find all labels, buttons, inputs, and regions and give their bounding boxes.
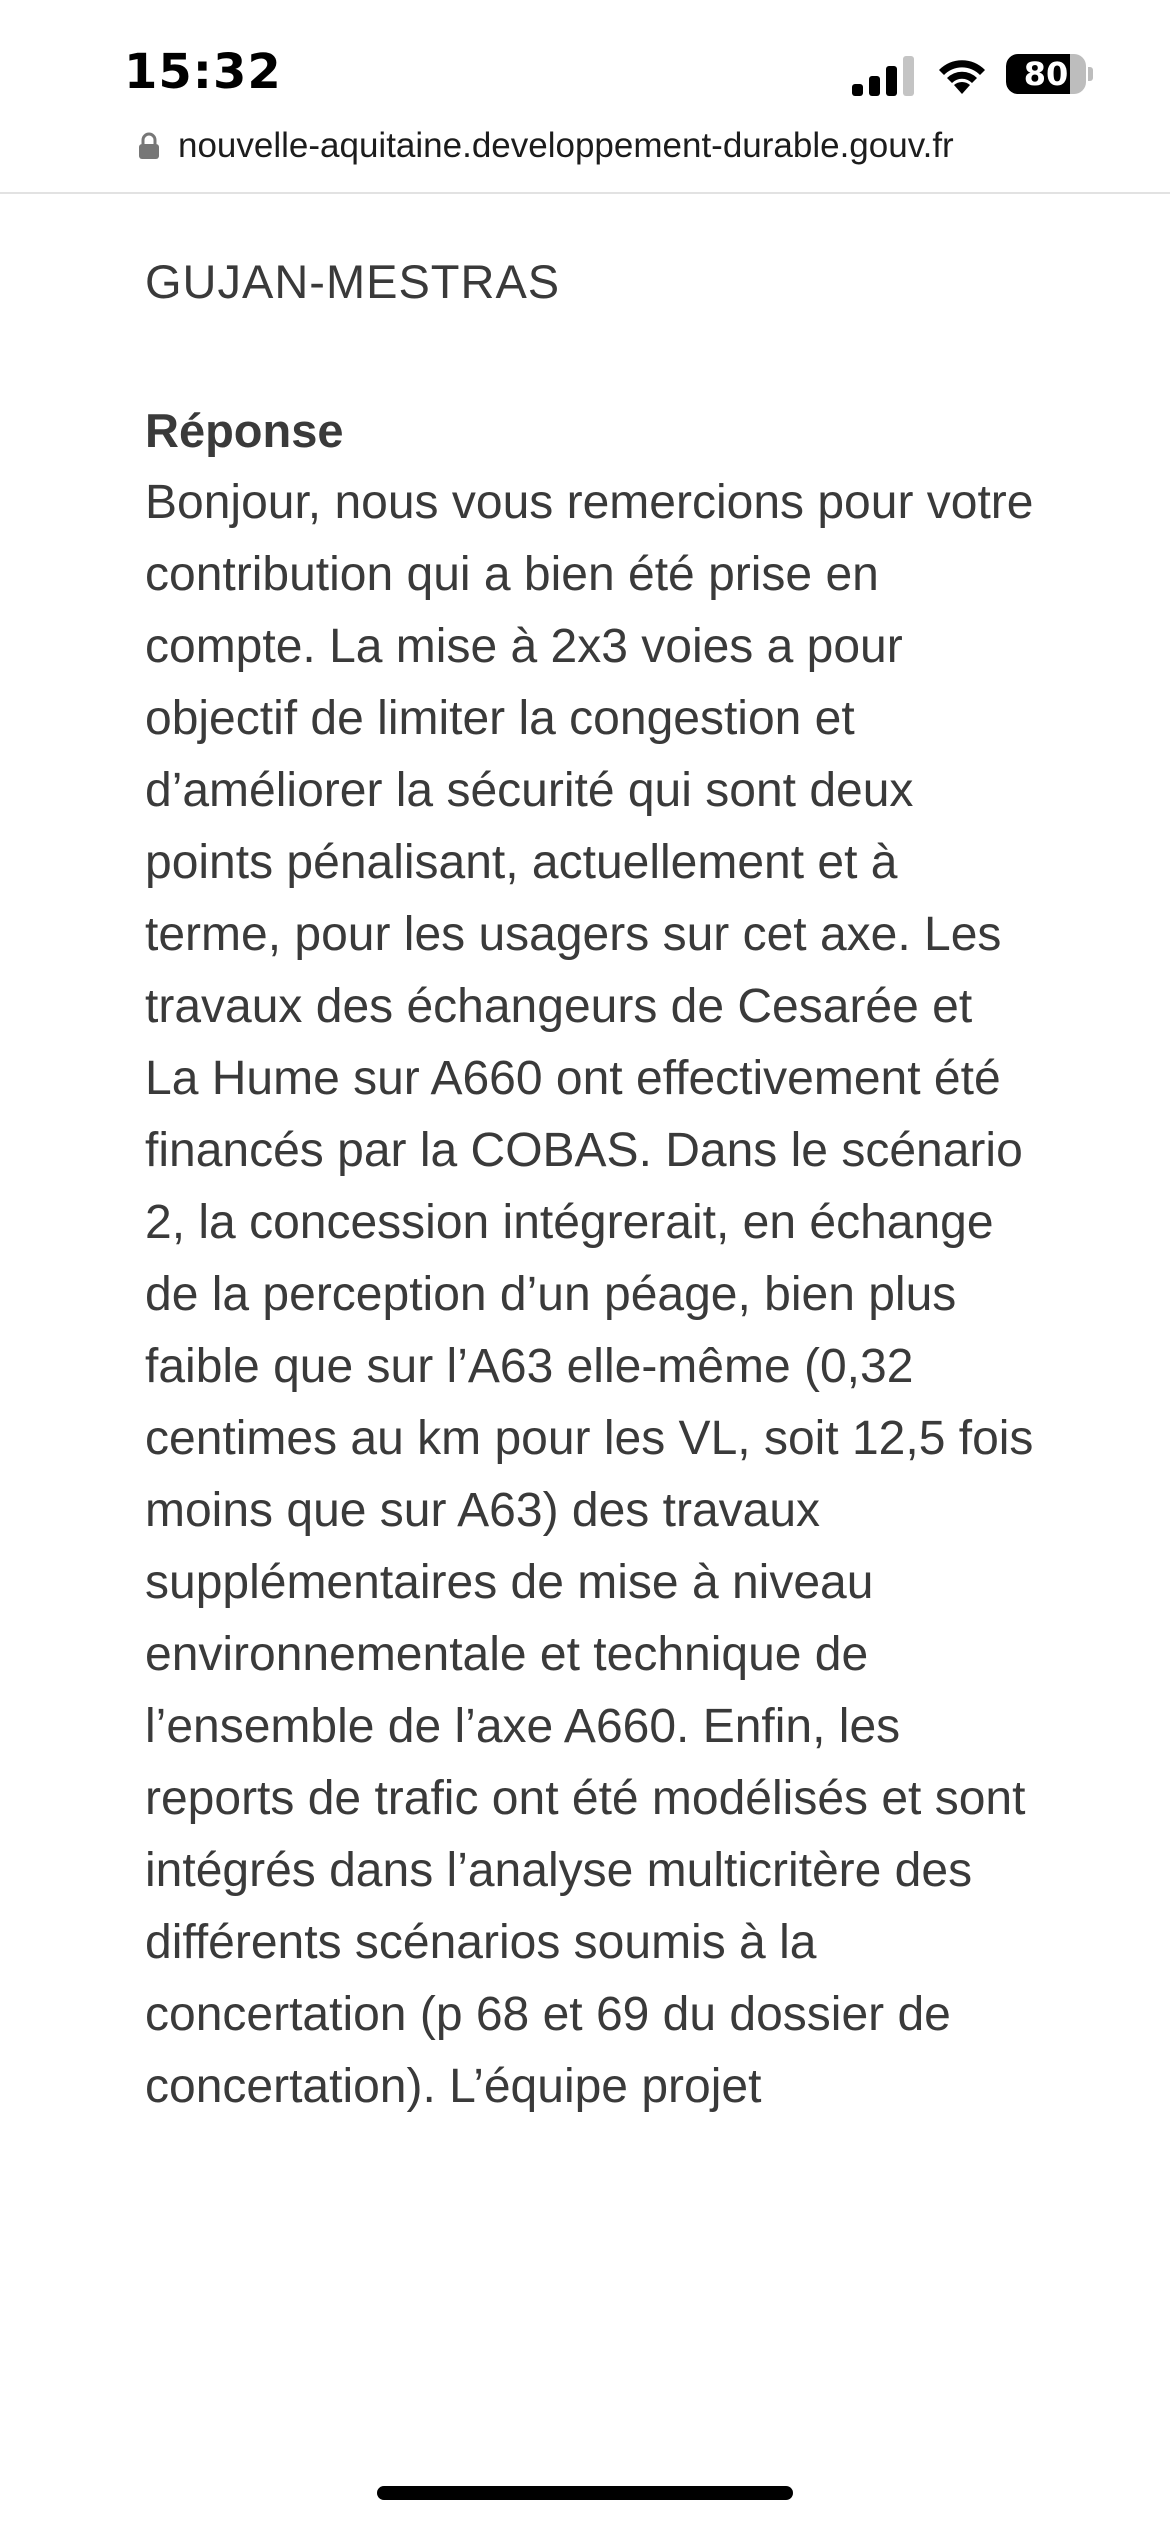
response-heading: Réponse (145, 404, 344, 457)
url-text[interactable]: nouvelle-aquitaine.developpement-durable.gouv.fr (178, 126, 954, 165)
lock-icon (138, 132, 160, 160)
status-time: 15:32 (124, 44, 282, 100)
battery-icon (1006, 54, 1092, 94)
home-indicator[interactable] (377, 2486, 793, 2500)
location-label: GUJAN-MESTRAS (145, 255, 561, 308)
url-bar[interactable] (0, 118, 1170, 194)
battery-level: 80 (1023, 55, 1069, 93)
wifi-icon (934, 52, 990, 96)
page-content (145, 230, 1045, 2123)
response-text: Bonjour, nous vous remercions pour votre contribution qui a bien été prise en compte. La mise à 2x3 voies a pour objectif de limiter la congestion et d’améliorer la sécurité qui sont deux points pénalisant, actuellement et à terme, pour les usagers sur cet axe. Les travaux des échangeurs de Cesarée et La Hume sur A660 ont effectivement été financés par la COBAS. Dans le scénario 2, la concession intégrerait, en échange de la perception d’un péage, bien plus faible que sur l’A63 elle-même (0,32 centimes au km pour les VL, soit 12,5 fois moins que sur A63) des travaux supplémentaires de mise à niveau environnementale et technique de l’ensemble de l’axe A660. Enfin, les reports de trafic ont été modélisés et sont intégrés dans l’analyse multicritère des différents scénarios soumis à la concertation (p 68 et 69 du dossier de concertation). L’équipe projet (145, 476, 1034, 2113)
cellular-signal-icon (852, 56, 916, 96)
status-bar (0, 0, 1170, 130)
